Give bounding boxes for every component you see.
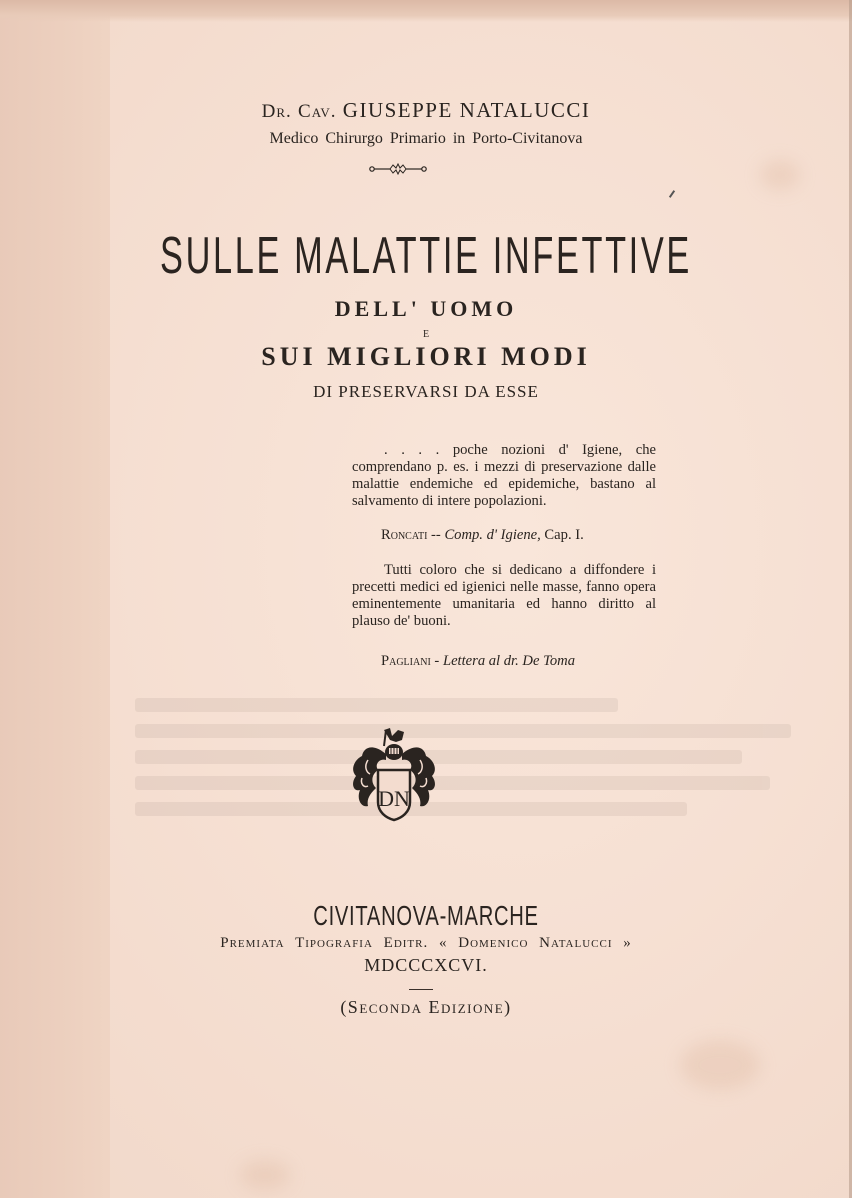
author-role: Medico Chirurgo Primario in Porto-Civitanova: [269, 130, 583, 147]
heraldic-crest-icon: [346, 726, 442, 826]
paper-stain: [240, 1160, 290, 1190]
aged-top-edge: [0, 0, 852, 22]
epigraph-1-location: Cap. I.: [540, 527, 584, 543]
svg-text:DN: DN: [378, 786, 410, 811]
epigraph-1-author: Roncati: [381, 527, 428, 543]
epigraph-1-separator: --: [427, 527, 445, 543]
epigraph-2-source: Lettera al dr. De Toma: [442, 653, 575, 669]
author-title-dr: Dr.: [261, 101, 292, 122]
divider-rule: [409, 989, 433, 990]
ornament-divider-icon: [368, 162, 428, 176]
epigraph-2-author: Pagliani: [381, 653, 431, 669]
title-line-4: DI PRESERVARSI DA ESSE: [313, 382, 539, 401]
author-title-cav: Cav.: [298, 101, 337, 122]
title-conjunction: E: [422, 329, 430, 340]
title-line-2: DELL' UOMO: [334, 296, 518, 321]
paper-stain: [760, 160, 800, 190]
bleed-through-text: [135, 698, 825, 848]
epigraph-1-text: . . . . poche nozioni d' Igiene, che comprendano p. es. i mezzi di preservazione dalle malattie endemiche ed epidemiche, bastano al salvamento di intere popolazioni.: [352, 442, 656, 509]
paper-stain: [680, 1040, 760, 1090]
epigraph-2-text: Tutti coloro che si dedicano a diffondere i precetti medici ed igienici nelle masse, fanno opera eminentemente umanitaria ed hanno diritto al plauso de' buoni.: [352, 562, 656, 629]
epigraph-2-separator: -: [430, 653, 443, 669]
epigraph-1: [352, 442, 656, 510]
ink-mark: [669, 190, 675, 198]
author-line: [0, 98, 852, 123]
aged-cover-edge: [0, 0, 110, 1198]
epigraph-2-attribution: [381, 653, 575, 670]
imprint-year: MDCCCXCVI.: [364, 955, 488, 975]
epigraph-2: [352, 562, 656, 630]
epigraph-1-source: Comp. d' Igiene,: [444, 527, 541, 543]
title-main: SULLE MALATTIE INFETTIVE: [160, 227, 692, 285]
edition-note: (Seconda Edizione): [340, 997, 512, 1017]
title-line-3: SUI MIGLIORI MODI: [261, 342, 591, 371]
epigraph-1-attribution: [381, 527, 584, 544]
author-name: GIUSEPPE NATALUCCI: [342, 98, 591, 122]
imprint-city: CIVITANOVA-MARCHE: [313, 900, 539, 931]
imprint-printer: Premiata Tipografia Editr. « Domenico Natalucci »: [220, 935, 632, 951]
